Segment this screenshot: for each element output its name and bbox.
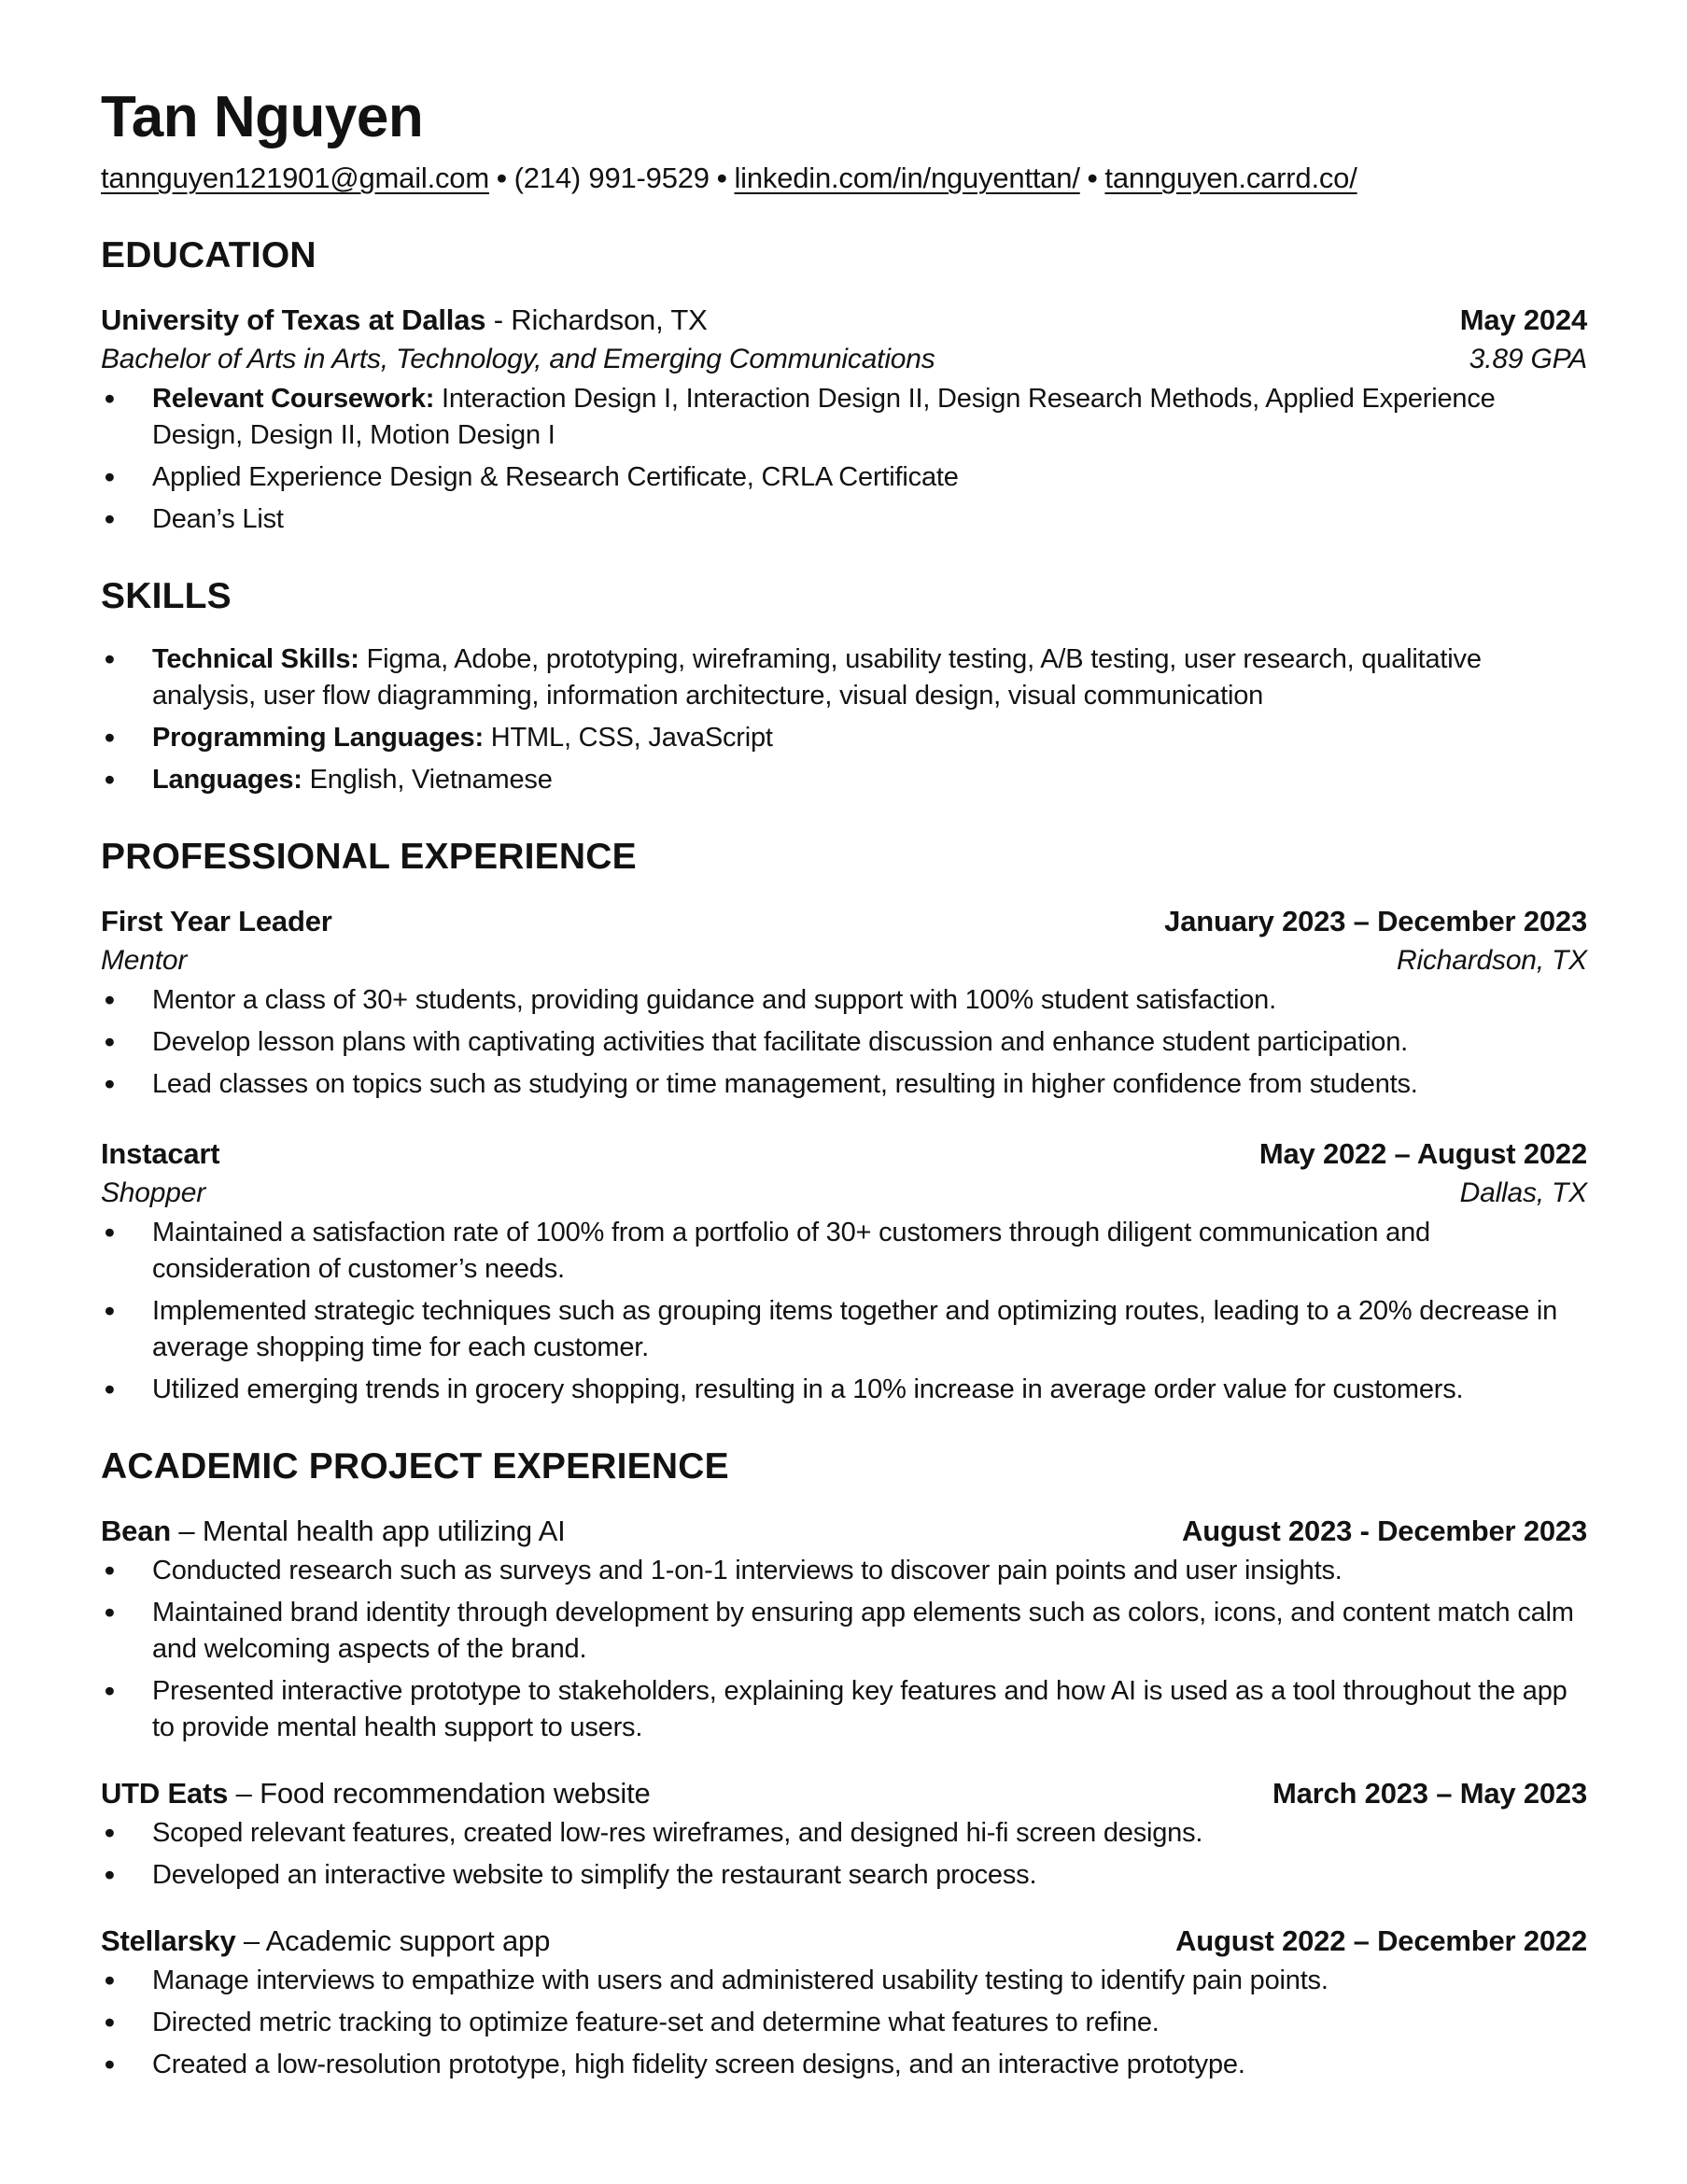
section-skills [101,577,1587,798]
job-role: Shopper [101,1177,206,1208]
job-date: May 2022 – August 2022 [1258,1136,1587,1170]
job-title-row [101,902,1587,941]
job-bullet-list [101,982,1587,1103]
project-date: March 2023 – May 2023 [1272,1776,1587,1810]
job-location: Dallas, TX [1459,1177,1587,1208]
job-sub-row [101,1174,1587,1213]
graduation-date: May 2024 [1459,303,1587,336]
resume-name: Tan Nguyen [101,85,424,149]
bullet-item: • Dean’s List [101,501,1587,538]
linkedin-link[interactable]: linkedin.com/in/nguyenttan/ [734,162,1080,194]
section-heading-academic-projects: ACADEMIC PROJECT EXPERIENCE [101,1445,729,1487]
job-role: Mentor [101,944,188,976]
bullet-item: • Utilized emerging trends in grocery shopping, resulting in a 10% increase in average order value for customers. [101,1372,1587,1408]
project-title-row [101,1774,1587,1813]
bullet-item: • Developed an interactive website to simplify the restaurant search process. [101,1857,1587,1894]
bullet-item: • Lead classes on topics such as studying or time management, resulting in higher confidence from students. [101,1066,1587,1103]
bullet-item: • Programming Languages: HTML, CSS, JavaScript [101,720,1587,756]
project-bullet-list [101,1963,1587,2083]
contact-line [101,160,1587,197]
project-title [101,1922,550,1961]
bullet-item: • Develop lesson plans with captivating activities that facilitate discussion and enhance student participation. [101,1024,1587,1061]
bullet-item: • Languages: English, Vietnamese [101,762,1587,798]
email-link[interactable]: tannguyen121901@gmail.com [101,162,489,194]
job-bullet-list [101,1215,1587,1408]
contact-separator: • [496,162,507,194]
job-title: First Year Leader [101,904,332,937]
project-title-row [101,1512,1587,1551]
school-name: University of Texas at Dallas [101,303,486,336]
job-entry-first-year-leader [101,902,1587,1103]
section-education [101,236,1587,538]
bullet-item: • Presented interactive prototype to stakeholders, explaining key features and how AI is used as a tool throughout the app to provide mental health support to users. [101,1673,1587,1746]
project-entry-utd-eats [101,1774,1587,1894]
section-academic-projects [101,1447,1587,2083]
bullet-item: • Technical Skills: Figma, Adobe, prototyping, wireframing, usability testing, A/B testing, user research, qualitative analysis, user flow diagramming, information architecture, visual design, visual communication [101,641,1587,714]
project-name: Stellarsky [101,1923,236,1957]
project-descriptor: – Food recommendation website [228,1776,651,1810]
education-bullet-list [101,381,1587,538]
bullet-item: • Maintained brand identity through development by ensuring app elements such as colors, icons, and content match calm and welcoming aspects of the brand. [101,1595,1587,1668]
bullet-item: • Relevant Coursework: Interaction Design I, Interaction Design II, Design Research Methods, Applied Experience Design, Design II, Motion Design I [101,381,1587,454]
bullet-item: • Maintained a satisfaction rate of 100% from a portfolio of 30+ customers through diligent communication and consideration of customer’s needs. [101,1215,1587,1288]
website-link[interactable]: tannguyen.carrd.co/ [1104,162,1357,194]
bullet-item: • Manage interviews to empathize with users and administered usability testing to identify pain points. [101,1963,1587,1999]
bullet-item: • Directed metric tracking to optimize feature-set and determine what features to refine. [101,2005,1587,2041]
project-title [101,1774,651,1813]
bullet-item: • Conducted research such as surveys and 1-on-1 interviews to discover pain points and user insights. [101,1553,1587,1589]
bullet-item: • Scoped relevant features, created low-res wireframes, and designed hi-fi screen designs. [101,1815,1587,1852]
project-bullet-list [101,1815,1587,1894]
job-date: January 2023 – December 2023 [1164,904,1587,937]
job-location: Richardson, TX [1397,944,1587,976]
section-professional-experience [101,838,1587,1408]
project-entry-bean [101,1512,1587,1746]
bullet-item: • Implemented strategic techniques such as grouping items together and optimizing routes, leading to a 20% decrease in average shopping time for each customer. [101,1293,1587,1366]
project-name: UTD Eats [101,1776,229,1810]
project-entry-stellarsky [101,1922,1587,2083]
project-bullet-list [101,1553,1587,1746]
job-sub-row [101,941,1587,980]
degree: Bachelor of Arts in Arts, Technology, and Emerging Communications [101,343,935,374]
education-title-row [101,301,1587,340]
school-line [101,301,708,340]
education-entry [101,301,1587,538]
job-title-row [101,1134,1587,1174]
project-descriptor: – Academic support app [235,1923,551,1957]
contact-separator: • [1087,162,1098,194]
project-title-row [101,1922,1587,1961]
project-date: August 2023 - December 2023 [1182,1514,1587,1547]
school-location: - Richardson, TX [485,303,708,336]
section-heading-education: EDUCATION [101,235,316,275]
project-name: Bean [101,1514,172,1547]
project-date: August 2022 – December 2022 [1175,1923,1587,1957]
bullet-item: • Applied Experience Design & Research Certificate, CRLA Certificate [101,459,1587,496]
education-sub-row [101,340,1587,379]
contact-separator: • [716,162,727,194]
phone-number: (214) 991-9529 [513,162,710,194]
bullet-item: • Mentor a class of 30+ students, providing guidance and support with 100% student satisfaction. [101,982,1587,1019]
project-title [101,1512,566,1551]
section-heading-skills: SKILLS [101,575,232,616]
gpa: 3.89 GPA [1469,343,1587,374]
job-title: Instacart [101,1136,220,1170]
skills-bullet-list [101,641,1587,798]
job-entry-instacart [101,1134,1587,1408]
section-heading-professional-experience: PROFESSIONAL EXPERIENCE [101,836,637,877]
bullet-item: • Created a low-resolution prototype, high fidelity screen designs, and an interactive prototype. [101,2047,1587,2083]
project-descriptor: – Mental health app utilizing AI [171,1514,566,1547]
